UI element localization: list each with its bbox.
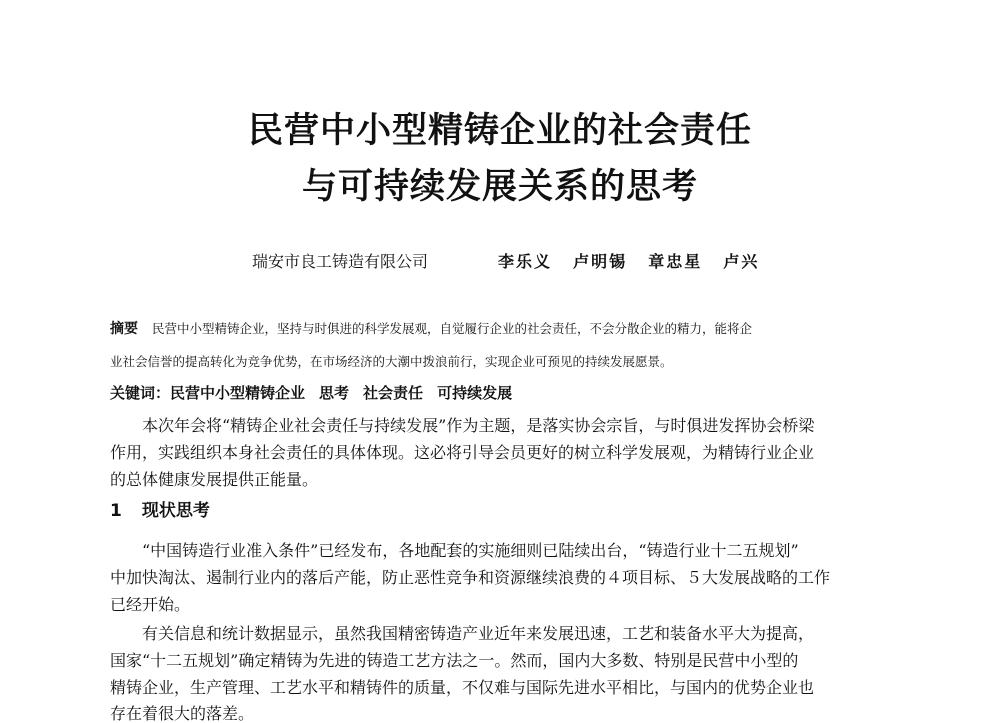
paper-title-line-2: 与可持续发展关系的思考 (301, 167, 698, 207)
keywords-line (110, 386, 526, 401)
section-title: 现状思考 (141, 501, 210, 521)
abstract-line-1 (110, 322, 890, 336)
author-name: 卢兴 (723, 252, 760, 271)
keywords-label: 关键词： (110, 384, 171, 402)
paragraph-line: 中加快淘汰、遏制行业内的落后产能，防止恶性竞争和资源继续浪费的４项目标、５大发展战略的工作 (110, 568, 831, 587)
paragraph-line: 存在着很大的落差。 (110, 704, 255, 723)
author-name: 章忠星 (648, 252, 703, 271)
section-number: 1 (110, 501, 122, 521)
abstract-text: 业社会信誉的提高转化为竞争优势，在市场经济的大潮中拨浪前行，实现企业可预见的持续发展愿景。 (110, 354, 673, 369)
abstract-label: 摘要 (110, 321, 138, 337)
intro-line: 本次年会将“精铸企业社会责任与持续发展”作为主题，是落实协会宗旨，与时俱进发挥协会桥梁 (142, 416, 815, 435)
paragraph-line: 精铸企业，生产管理、工艺水平和精铸件的质量，不仅难与国际先进水平相比，与国内的优势企业也 (110, 678, 815, 697)
intro-line: 作用，实践组织本身社会责任的具体体现。这必将引导会员更好的树立科学发展观，为精铸行业企业 (110, 443, 815, 462)
paragraph-line: 有关信息和统计数据显示，虽然我国精密铸造产业近年来发展迅速，工艺和装备水平大为提高， (142, 624, 815, 643)
paragraph-line: “中国铸造行业准入条件”已经发布，各地配套的实施细则已陆续出台，“铸造行业十二五规划” (142, 541, 799, 560)
keyword: 思考 (319, 384, 350, 402)
abstract-text: 民营中小型精铸企业，坚持与时俱进的科学发展观，自觉履行企业的社会责任，不会分散企业的精力，能将企 (152, 321, 753, 336)
paragraph-line: 已经开始。 (110, 595, 191, 614)
author-name: 卢明锡 (573, 252, 628, 271)
intro-line: 的总体健康发展提供正能量。 (110, 470, 319, 489)
abstract-line-2 (110, 356, 890, 369)
author-list (498, 254, 773, 270)
keyword: 可持续发展 (437, 384, 513, 402)
keyword: 民营中小型精铸企业 (170, 384, 306, 402)
paper-title-line-1: 民营中小型精铸企业的社会责任 (247, 111, 752, 151)
keyword: 社会责任 (363, 384, 424, 402)
author-name: 李乐义 (498, 252, 553, 271)
section-heading (110, 503, 210, 520)
affiliation: 瑞安市良工铸造有限公司 (252, 252, 429, 271)
paragraph-line: 国家“十二五规划”确定精铸为先进的铸造工艺方法之一。然而，国内大多数、特别是民营中小型的 (110, 651, 799, 670)
